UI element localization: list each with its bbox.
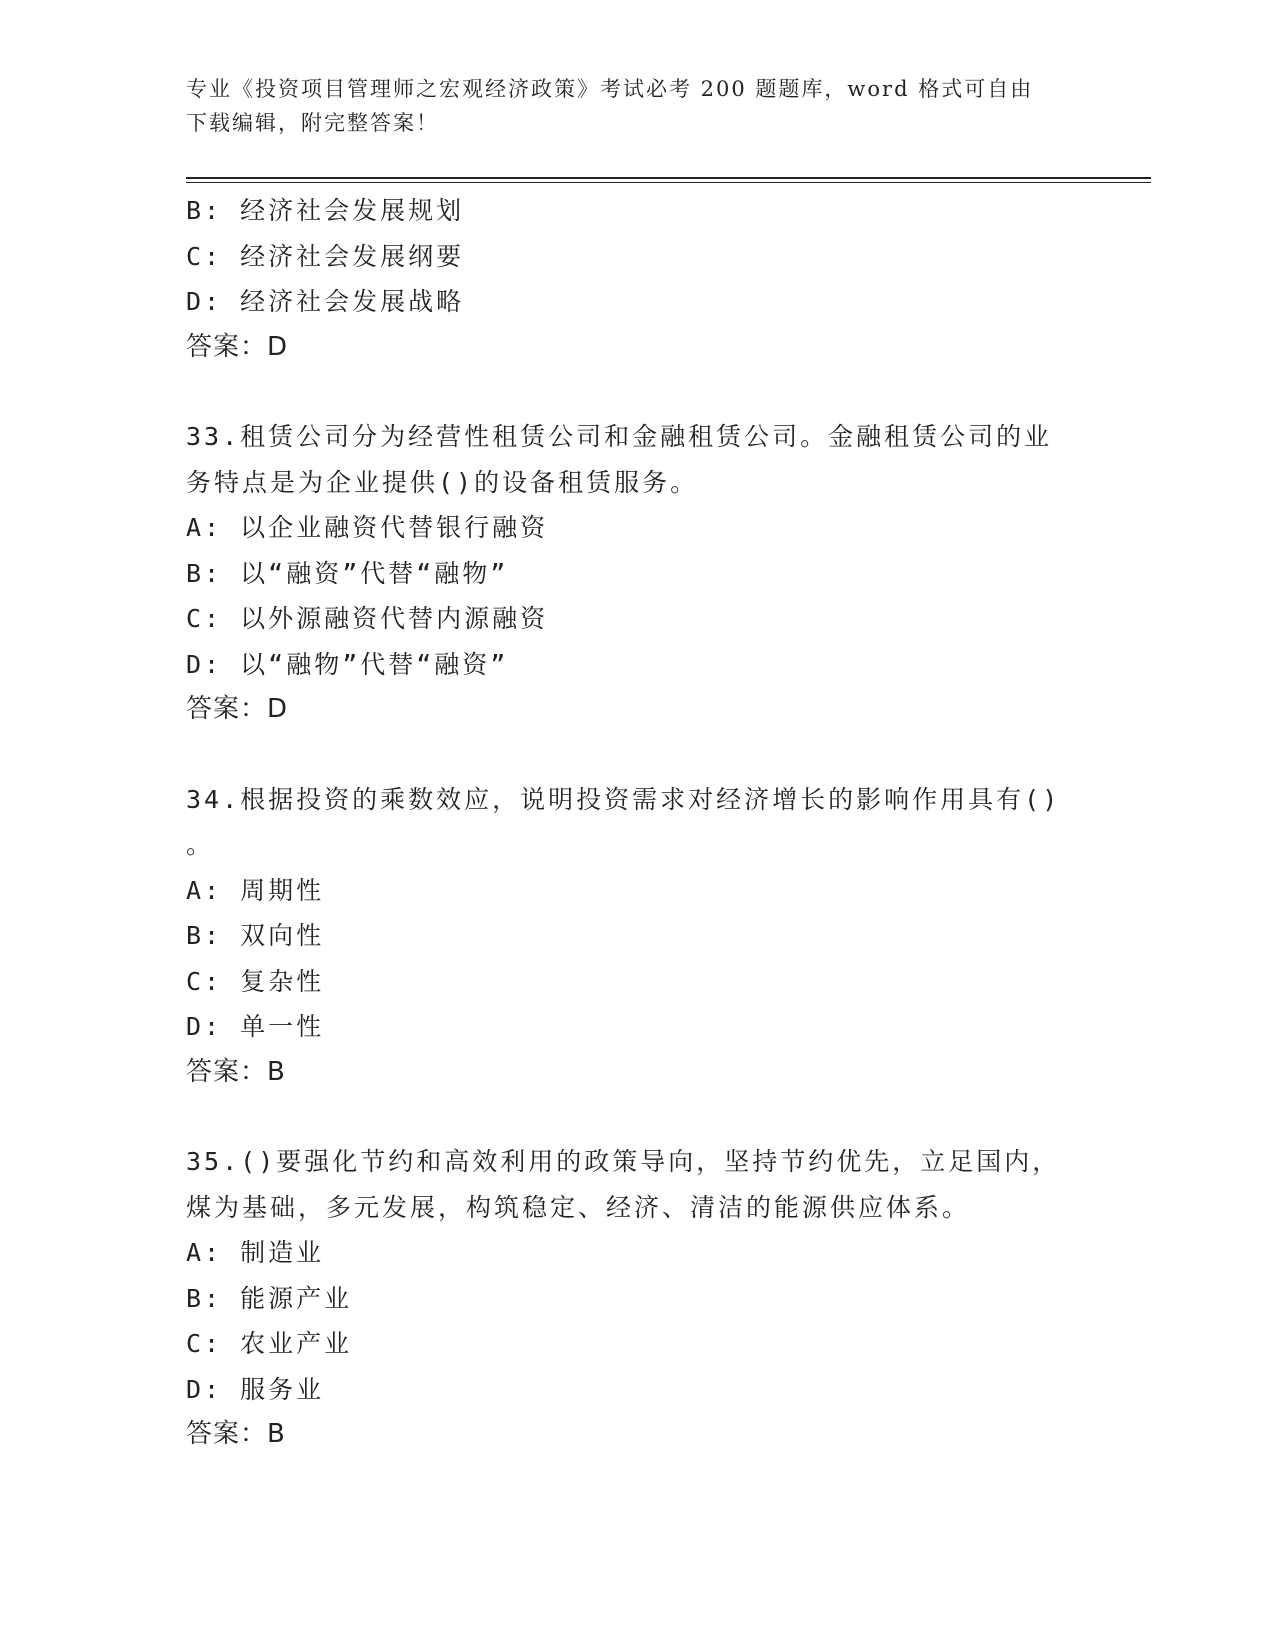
question-block-33 <box>186 414 1086 733</box>
question-block-32 <box>186 188 1086 370</box>
option-a: A: 制造业 <box>186 1238 325 1267</box>
option-a: A: 周期性 <box>186 875 325 905</box>
question-block-34 <box>186 777 1086 1096</box>
question-text-line-2: 务特点是为企业提供()的设备租赁服务。 <box>186 467 699 497</box>
document-header <box>186 72 1066 140</box>
option-b: B: 双向性 <box>186 921 325 950</box>
option-c: C: 经济社会发展纲要 <box>186 241 465 271</box>
option-a: A: 以企业融资代替银行融资 <box>186 513 549 542</box>
option-d: D: 以“融物”代替“融资” <box>186 649 509 679</box>
answer-line: 答案：D <box>186 694 289 724</box>
header-rule-thick <box>186 177 1151 179</box>
option-b: B: 能源产业 <box>186 1283 353 1313</box>
option-b: B: 以“融资”代替“融物” <box>186 558 509 588</box>
option-c: C: 农业产业 <box>186 1329 353 1358</box>
question-text-line-2: 。 <box>186 830 215 859</box>
option-d: D: 服务业 <box>186 1374 325 1404</box>
question-text-line-1: 34.根据投资的乘数效应，说明投资需求对经济增长的影响作用具有() <box>186 784 1061 814</box>
option-c: C: 以外源融资代替内源融资 <box>186 604 549 633</box>
option-d: D: 经济社会发展战略 <box>186 287 465 316</box>
question-text-line-1: 33.租赁公司分为经营性租赁公司和金融租赁公司。金融租赁公司的业 <box>186 422 1053 451</box>
answer-line: 答案：B <box>186 1056 286 1087</box>
question-block-35 <box>186 1139 1086 1458</box>
question-list <box>186 188 1086 1502</box>
option-c: C: 复杂性 <box>186 966 325 996</box>
header-title-line-2: 下载编辑，附完整答案！ <box>186 111 439 135</box>
question-text-line-1: 35.()要强化节约和高效利用的政策导向，坚持节约优先，立足国内， <box>186 1147 1061 1176</box>
header-rule-thin <box>186 182 1151 183</box>
question-text-line-2: 煤为基础，多元发展，构筑稳定、经济、清洁的能源供应体系。 <box>186 1192 971 1222</box>
answer-line: 答案：B <box>186 1419 286 1449</box>
option-b: B: 经济社会发展规划 <box>186 196 465 225</box>
answer-line: 答案：D <box>186 331 289 362</box>
option-d: D: 单一性 <box>186 1012 325 1041</box>
header-title-line-1: 专业《投资项目管理师之宏观经济政策》考试必考 200 题题库，word 格式可自由 <box>186 77 1034 101</box>
